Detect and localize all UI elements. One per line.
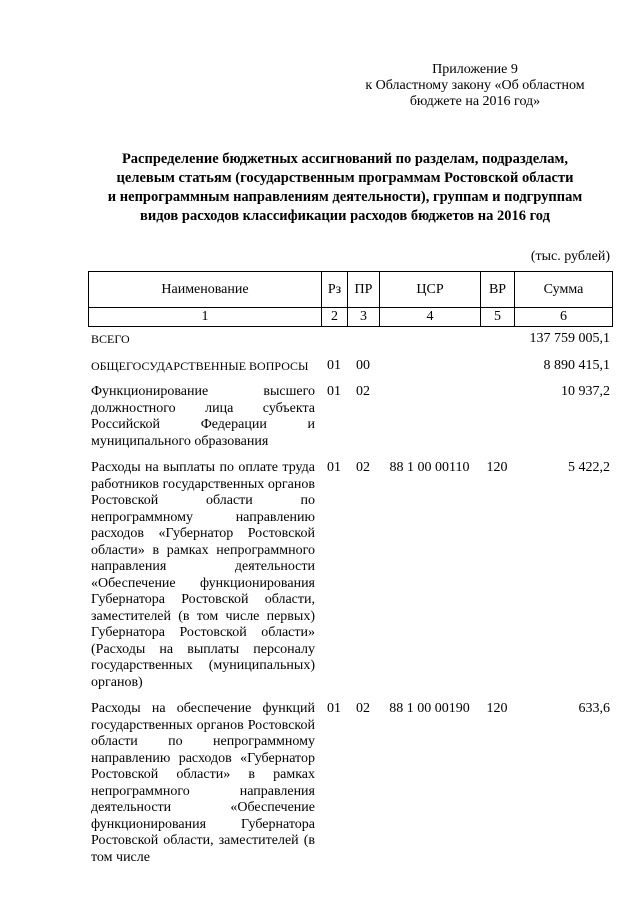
col-number: 2 [322, 308, 348, 327]
row-csr: 88 1 00 00190 [389, 701, 470, 716]
row-sum: 137 759 005,1 [529, 331, 610, 346]
header-sum: Сумма [515, 272, 613, 308]
table-row [88, 460, 612, 701]
title-line-4: видов расходов классификации расходов бюджетов на 2016 год [140, 208, 550, 224]
row-csr [379, 384, 480, 460]
row-name: Функционирование высшего должностного лица субъекта Российской Федерации и муниципального образования [91, 384, 315, 449]
appendix-number: Приложение 9 [432, 62, 518, 77]
document-title [90, 150, 600, 226]
table-row [88, 331, 612, 358]
col-number: 4 [380, 308, 481, 327]
row-sum: 10 937,2 [561, 384, 610, 399]
header-name: Наименование [89, 272, 322, 308]
col-number: 1 [89, 308, 322, 327]
row-sum: 633,6 [578, 701, 610, 716]
title-line-1: Распределение бюджетных ассигнований по разделам, подразделам, [121, 151, 569, 167]
row-rz: 01 [327, 701, 341, 716]
appendix-header [340, 62, 610, 110]
row-sum: 5 422,2 [568, 460, 610, 475]
table-header [88, 271, 613, 327]
row-pr: 00 [356, 357, 370, 373]
row-name: Расходы на выплаты по оплате труда работников государственных органов Ростовской области по непрограммному направлению расходов «Губернатор Ростовской области» в рамках непрограммного направления деятельности «Обеспечение функционирования Губернатора Ростовской области, заместителей (в том числе первых) Губернатора Ростовской области» (Расходы на выплаты персоналу государственных (муниципальных) органов) [91, 460, 315, 690]
units-label: (тыс. рублей) [530, 249, 610, 264]
row-rz [321, 331, 347, 358]
appendix-law-ref: к Областному закону «Об областном [365, 78, 585, 93]
col-number: 5 [481, 308, 515, 327]
header-rz: Рз [322, 272, 348, 308]
row-csr: 88 1 00 00110 [389, 460, 470, 475]
row-sum: 8 890 415,1 [543, 357, 610, 373]
row-vr: 120 [486, 460, 508, 475]
row-name: Расходы на обеспечение функций государственных органов Ростовской области по непрограммному направлению расходов «Губернатор Ростовской области» в рамках непрограммного направления деятельности «Обеспечение функционирования Губернатора Ростовской области, заместителей (в том числе [91, 701, 315, 865]
row-pr: 02 [356, 384, 370, 399]
row-name: ОБЩЕГОСУДАРСТВЕННЫЕ ВОПРОСЫ [91, 358, 309, 373]
title-line-3: и непрограммным направлениям деятельности), группам и подгруппам [107, 189, 583, 205]
row-rz: 01 [327, 460, 341, 475]
table-body [88, 331, 612, 866]
col-number: 3 [348, 308, 380, 327]
row-vr [480, 331, 514, 358]
col-number: 6 [515, 308, 613, 327]
row-csr [379, 331, 480, 358]
title-line-2: целевым статьям (государственным программам Ростовской области [116, 170, 574, 186]
row-csr [379, 358, 480, 385]
row-vr [480, 384, 514, 460]
header-vr: ВР [481, 272, 515, 308]
table-row [88, 701, 612, 866]
row-vr: 120 [486, 701, 508, 716]
table-row [88, 358, 612, 385]
row-name: ВСЕГО [91, 332, 130, 346]
row-pr: 02 [356, 701, 370, 716]
row-pr: 02 [356, 460, 370, 475]
row-pr [347, 331, 379, 358]
header-pr: ПР [348, 272, 380, 308]
appendix-law-ref-cont: бюджете на 2016 год» [409, 94, 541, 109]
row-vr [480, 358, 514, 385]
table-row [88, 384, 612, 460]
row-rz: 01 [327, 384, 341, 399]
header-csr: ЦСР [380, 272, 481, 308]
row-rz: 01 [327, 357, 341, 373]
